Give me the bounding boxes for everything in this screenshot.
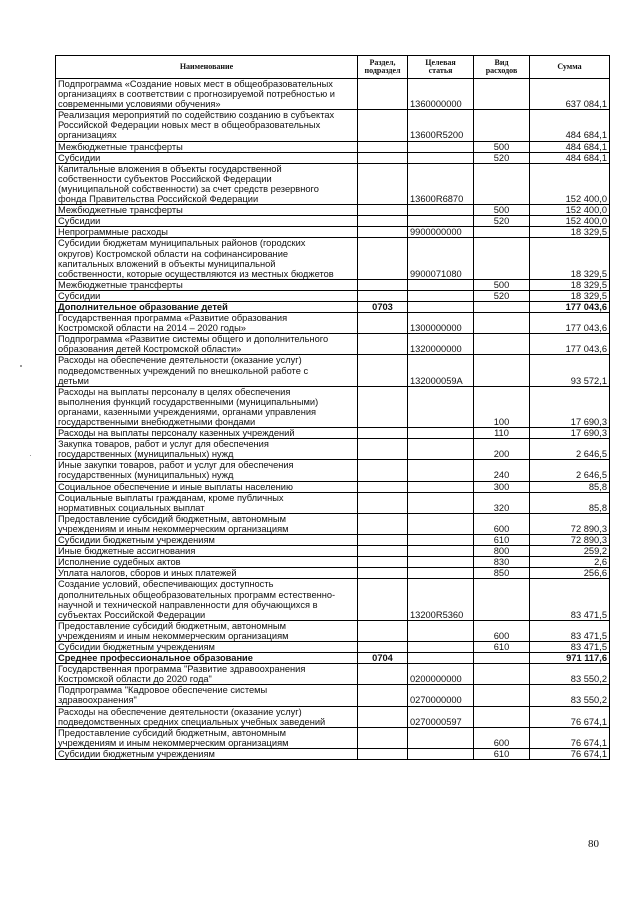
cell-name: Межбюджетные трансферты — [56, 279, 358, 290]
table-row — [56, 653, 610, 664]
cell-section — [358, 513, 408, 534]
cell-section — [358, 546, 408, 557]
cell-name: Социальные выплаты гражданам, кроме публичных нормативных социальных выплат — [56, 492, 358, 513]
cell-sum: 152 400,0 — [530, 216, 610, 227]
cell-type: 110 — [474, 428, 530, 439]
cell-name: Дополнительное образование детей — [56, 301, 358, 312]
cell-type: 830 — [474, 557, 530, 568]
cell-name: Субсидии бюджетам муниципальных районов (городских округов) Костромской области на софинансирование капитальных вложений в объекты муниципальной собственности, которые осуществляются из местных бюджетов — [56, 238, 358, 279]
cell-target — [408, 557, 474, 568]
cell-target — [408, 492, 474, 513]
scan-speck — [20, 365, 22, 367]
cell-target: 13600R6870 — [408, 163, 474, 204]
table-row — [56, 568, 610, 579]
cell-section — [358, 685, 408, 706]
header-type: Вид расходов — [474, 56, 530, 79]
header-sum: Сумма — [530, 56, 610, 79]
cell-target: 13600R5200 — [408, 110, 474, 141]
cell-section: 0703 — [358, 301, 408, 312]
cell-target — [408, 460, 474, 481]
cell-section — [358, 557, 408, 568]
cell-name: Создание условий, обеспечивающих доступность дополнительных общеобразовательных программ естественно- научной и технической направленности для обучающихся в субъектах Российской Федерации — [56, 579, 358, 620]
table-row — [56, 290, 610, 301]
cell-section — [358, 290, 408, 301]
cell-sum: 18 329,5 — [530, 227, 610, 238]
cell-target — [408, 481, 474, 492]
table-row — [56, 557, 610, 568]
cell-type: 240 — [474, 460, 530, 481]
cell-sum: 484 684,1 — [530, 110, 610, 141]
cell-target — [408, 216, 474, 227]
page-number: 80 — [588, 838, 599, 850]
budget-table — [55, 55, 610, 760]
cell-type: 500 — [474, 279, 530, 290]
cell-sum: 484 684,1 — [530, 152, 610, 163]
cell-target — [408, 513, 474, 534]
cell-name: Субсидии — [56, 152, 358, 163]
cell-sum: 152 400,0 — [530, 163, 610, 204]
cell-type: 600 — [474, 727, 530, 748]
table-row — [56, 748, 610, 759]
table-row — [56, 279, 610, 290]
cell-name: Среднее профессиональное образование — [56, 653, 358, 664]
cell-target — [408, 727, 474, 748]
cell-type — [474, 664, 530, 685]
cell-type — [474, 238, 530, 279]
cell-sum: 17 690,3 — [530, 386, 610, 427]
cell-type — [474, 227, 530, 238]
table-row — [56, 428, 610, 439]
cell-type: 520 — [474, 216, 530, 227]
cell-type: 850 — [474, 568, 530, 579]
cell-target — [408, 279, 474, 290]
cell-type — [474, 355, 530, 386]
cell-target: 1320000000 — [408, 334, 474, 355]
cell-name: Иные бюджетные ассигнования — [56, 546, 358, 557]
cell-sum: 484 684,1 — [530, 141, 610, 152]
table-row — [56, 79, 610, 110]
cell-sum: 152 400,0 — [530, 205, 610, 216]
table-header-row — [56, 56, 610, 79]
cell-section — [358, 492, 408, 513]
cell-type — [474, 579, 530, 620]
cell-name: Предоставление субсидий бюджетным, автономным учреждениям и иным некоммерческим организациям — [56, 727, 358, 748]
cell-target: 9900000000 — [408, 227, 474, 238]
cell-sum: 259,2 — [530, 546, 610, 557]
table-row — [56, 141, 610, 152]
cell-sum: 2 646,5 — [530, 439, 610, 460]
cell-target: 0270000000 — [408, 685, 474, 706]
table-row — [56, 152, 610, 163]
cell-section — [358, 334, 408, 355]
cell-section — [358, 110, 408, 141]
header-target: Целевая статья — [408, 56, 474, 79]
table-body — [56, 79, 610, 760]
cell-target — [408, 141, 474, 152]
cell-name: Субсидии бюджетным учреждениям — [56, 748, 358, 759]
table-row — [56, 205, 610, 216]
cell-sum: 83 550,2 — [530, 664, 610, 685]
cell-section — [358, 141, 408, 152]
cell-section — [358, 428, 408, 439]
cell-type — [474, 163, 530, 204]
cell-section — [358, 641, 408, 652]
cell-sum: 971 117,6 — [530, 653, 610, 664]
header-name: Наименование — [56, 56, 358, 79]
cell-sum: 256,6 — [530, 568, 610, 579]
cell-sum: 2 646,5 — [530, 460, 610, 481]
cell-type — [474, 334, 530, 355]
cell-target — [408, 152, 474, 163]
table-row — [56, 227, 610, 238]
cell-sum: 637 084,1 — [530, 79, 610, 110]
cell-sum: 83 471,5 — [530, 579, 610, 620]
cell-target: 13200R5360 — [408, 579, 474, 620]
table-row — [56, 110, 610, 141]
cell-target: 1300000000 — [408, 313, 474, 334]
cell-type — [474, 110, 530, 141]
cell-name: Иные закупки товаров, работ и услуг для обеспечения государственных (муниципальных) нужд — [56, 460, 358, 481]
cell-name: Исполнение судебных актов — [56, 557, 358, 568]
cell-section — [358, 748, 408, 759]
cell-section — [358, 238, 408, 279]
cell-section — [358, 163, 408, 204]
cell-name: Предоставление субсидий бюджетным, автономным учреждениям и иным некоммерческим организациям — [56, 620, 358, 641]
cell-section: 0704 — [358, 653, 408, 664]
cell-target — [408, 439, 474, 460]
cell-sum: 76 674,1 — [530, 706, 610, 727]
cell-type: 200 — [474, 439, 530, 460]
cell-type: 610 — [474, 641, 530, 652]
cell-type — [474, 301, 530, 312]
table-row — [56, 664, 610, 685]
table-row — [56, 727, 610, 748]
cell-target — [408, 653, 474, 664]
cell-sum: 18 329,5 — [530, 238, 610, 279]
cell-type: 800 — [474, 546, 530, 557]
cell-sum: 85,8 — [530, 481, 610, 492]
cell-type: 300 — [474, 481, 530, 492]
cell-name: Реализация мероприятий по содействию созданию в субъектах Российской Федерации новых мест в общеобразовательных организациях — [56, 110, 358, 141]
table-row — [56, 460, 610, 481]
cell-target — [408, 641, 474, 652]
cell-sum: 83 471,5 — [530, 620, 610, 641]
cell-section — [358, 355, 408, 386]
cell-target: 0270000597 — [408, 706, 474, 727]
cell-section — [358, 706, 408, 727]
cell-name: Субсидии бюджетным учреждениям — [56, 641, 358, 652]
table-row — [56, 481, 610, 492]
cell-section — [358, 460, 408, 481]
cell-section — [358, 279, 408, 290]
cell-target — [408, 428, 474, 439]
cell-target — [408, 205, 474, 216]
cell-type — [474, 685, 530, 706]
cell-section — [358, 227, 408, 238]
cell-type — [474, 313, 530, 334]
cell-name: Расходы на выплаты персоналу казенных учреждений — [56, 428, 358, 439]
cell-name: Межбюджетные трансферты — [56, 141, 358, 152]
table-row — [56, 238, 610, 279]
table-row — [56, 706, 610, 727]
cell-target — [408, 568, 474, 579]
table-row — [56, 216, 610, 227]
table-row — [56, 301, 610, 312]
cell-section — [358, 620, 408, 641]
cell-type: 320 — [474, 492, 530, 513]
cell-type: 100 — [474, 386, 530, 427]
cell-sum: 177 043,6 — [530, 334, 610, 355]
cell-target: 9900071080 — [408, 238, 474, 279]
table-row — [56, 546, 610, 557]
cell-section — [358, 386, 408, 427]
cell-sum: 76 674,1 — [530, 748, 610, 759]
table-row — [56, 313, 610, 334]
cell-type: 600 — [474, 513, 530, 534]
table-row — [56, 579, 610, 620]
cell-type — [474, 706, 530, 727]
cell-name: Подпрограмма «Развитие системы общего и дополнительного образования детей Костромской области» — [56, 334, 358, 355]
cell-name: Расходы на выплаты персоналу в целях обеспечения выполнения функций государственными (муниципальными) органами, казенными учреждениями, органами управления государственными внебюджетными фондами — [56, 386, 358, 427]
cell-name: Капитальные вложения в объекты государственной собственности субъектов Российской Федерации (муниципальной собственности) за счет средств резервного фонда Правительства Российской Федерации — [56, 163, 358, 204]
cell-name: Межбюджетные трансферты — [56, 205, 358, 216]
cell-section — [358, 205, 408, 216]
cell-sum: 72 890,3 — [530, 535, 610, 546]
cell-target — [408, 748, 474, 759]
cell-type — [474, 79, 530, 110]
cell-target: 1360000000 — [408, 79, 474, 110]
cell-name: Расходы на обеспечение деятельности (оказание услуг) подведомственных учреждений по внешкольной работе с детьми — [56, 355, 358, 386]
cell-section — [358, 439, 408, 460]
cell-sum: 18 329,5 — [530, 290, 610, 301]
cell-sum: 93 572,1 — [530, 355, 610, 386]
table-row — [56, 513, 610, 534]
table-row — [56, 492, 610, 513]
cell-name: Закупка товаров, работ и услуг для обеспечения государственных (муниципальных) нужд — [56, 439, 358, 460]
cell-sum: 85,8 — [530, 492, 610, 513]
cell-sum: 17 690,3 — [530, 428, 610, 439]
scan-speck — [30, 455, 31, 456]
cell-sum: 177 043,6 — [530, 313, 610, 334]
cell-name: Государственная программа «Развитие образования Костромской области на 2014 – 2020 годы» — [56, 313, 358, 334]
table-row — [56, 535, 610, 546]
cell-sum: 83 550,2 — [530, 685, 610, 706]
cell-sum: 76 674,1 — [530, 727, 610, 748]
cell-name: Предоставление субсидий бюджетным, автономным учреждениям и иным некоммерческим организациям — [56, 513, 358, 534]
cell-sum: 18 329,5 — [530, 279, 610, 290]
cell-section — [358, 568, 408, 579]
cell-section — [358, 535, 408, 546]
table-row — [56, 685, 610, 706]
cell-section — [358, 79, 408, 110]
table-row — [56, 641, 610, 652]
table-row — [56, 386, 610, 427]
cell-name: Социальное обеспечение и иные выплаты населению — [56, 481, 358, 492]
table-row — [56, 355, 610, 386]
table-row — [56, 620, 610, 641]
cell-target — [408, 535, 474, 546]
cell-target — [408, 386, 474, 427]
cell-name: Подпрограмма "Кадровое обеспечение системы здравоохранения" — [56, 685, 358, 706]
cell-sum: 72 890,3 — [530, 513, 610, 534]
cell-sum: 2,6 — [530, 557, 610, 568]
cell-section — [358, 579, 408, 620]
cell-target — [408, 546, 474, 557]
cell-type: 520 — [474, 152, 530, 163]
cell-type: 520 — [474, 290, 530, 301]
cell-type: 500 — [474, 205, 530, 216]
cell-name: Субсидии — [56, 216, 358, 227]
cell-name: Уплата налогов, сборов и иных платежей — [56, 568, 358, 579]
table-row — [56, 334, 610, 355]
cell-name: Субсидии — [56, 290, 358, 301]
cell-type: 610 — [474, 535, 530, 546]
table-row — [56, 163, 610, 204]
cell-target — [408, 620, 474, 641]
cell-sum: 83 471,5 — [530, 641, 610, 652]
cell-target: 0200000000 — [408, 664, 474, 685]
cell-name: Субсидии бюджетным учреждениям — [56, 535, 358, 546]
cell-type: 610 — [474, 748, 530, 759]
cell-name: Расходы на обеспечение деятельности (оказание услуг) подведомственных средних специальных учебных заведений — [56, 706, 358, 727]
table-row — [56, 439, 610, 460]
cell-section — [358, 152, 408, 163]
cell-section — [358, 313, 408, 334]
cell-name: Государственная программа "Развитие здравоохранения Костромской области до 2020 года" — [56, 664, 358, 685]
cell-section — [358, 216, 408, 227]
cell-type: 500 — [474, 141, 530, 152]
cell-section — [358, 481, 408, 492]
cell-section — [358, 664, 408, 685]
cell-sum: 177 043,6 — [530, 301, 610, 312]
cell-type: 600 — [474, 620, 530, 641]
cell-target: 132000059А — [408, 355, 474, 386]
cell-section — [358, 727, 408, 748]
cell-name: Непрограммные расходы — [56, 227, 358, 238]
cell-type — [474, 653, 530, 664]
cell-name: Подпрограмма «Создание новых мест в общеобразовательных организациях в соответствии с прогнозируемой потребностью и современными условиями обучения» — [56, 79, 358, 110]
cell-target — [408, 290, 474, 301]
cell-target — [408, 301, 474, 312]
header-section: Раздел, подраздел — [358, 56, 408, 79]
